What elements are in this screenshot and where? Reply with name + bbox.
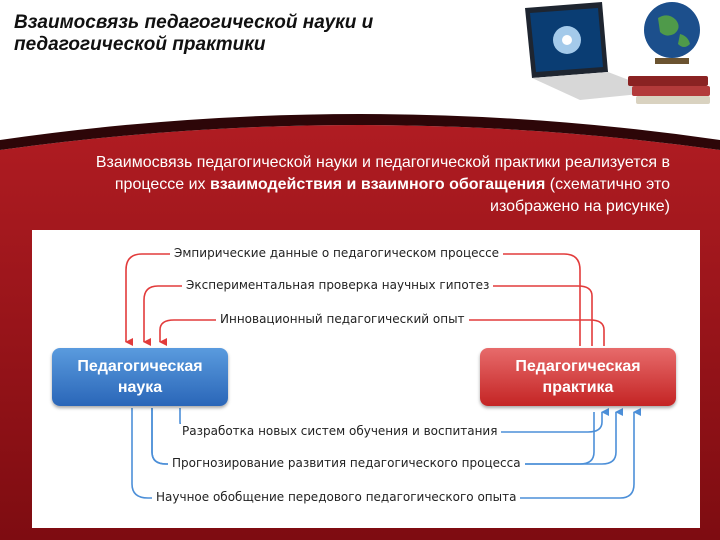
practice-box — [480, 348, 676, 406]
arrow-top-1 — [126, 254, 580, 346]
title-line-2: педагогической практики — [14, 34, 266, 55]
bottom-arrow-label-3: Научное обобщение передового педагогического опыта — [152, 490, 520, 505]
laptop-globe-illustration — [510, 0, 720, 110]
top-arrow-label-1: Эмпирические данные о педагогическом процессе — [170, 246, 503, 261]
bottom-arrow-label-1: Разработка новых систем обучения и воспитания — [178, 424, 501, 439]
slide-title — [14, 12, 484, 56]
intro-bold: взаимодействия и взаимного обогащения — [209, 176, 546, 193]
top-arrow-label-2: Экспериментальная проверка научных гипотез — [182, 278, 493, 293]
practice-box-line-2: практика — [542, 379, 614, 396]
science-box-line-1: Педагогическая — [77, 358, 203, 375]
interaction-diagram — [32, 230, 700, 528]
science-box-line-2: наука — [117, 379, 163, 396]
intro-text — [60, 152, 670, 218]
intro-part-2: (схематично это изображено на рисунке) — [490, 176, 670, 215]
science-box — [52, 348, 228, 406]
title-line-1: Взаимосвязь педагогической науки и — [14, 12, 374, 33]
practice-box-line-1: Педагогическая — [515, 358, 641, 375]
intro-part-1: Взаимосвязь педагогической науки и педагогической практики реализуется в процессе их — [95, 154, 670, 193]
top-arrow-label-3: Инновационный педагогический опыт — [216, 312, 469, 327]
bottom-arrow-label-2: Прогнозирование развития педагогического процесса — [168, 456, 525, 471]
arrow-bottom-3 — [132, 408, 634, 498]
